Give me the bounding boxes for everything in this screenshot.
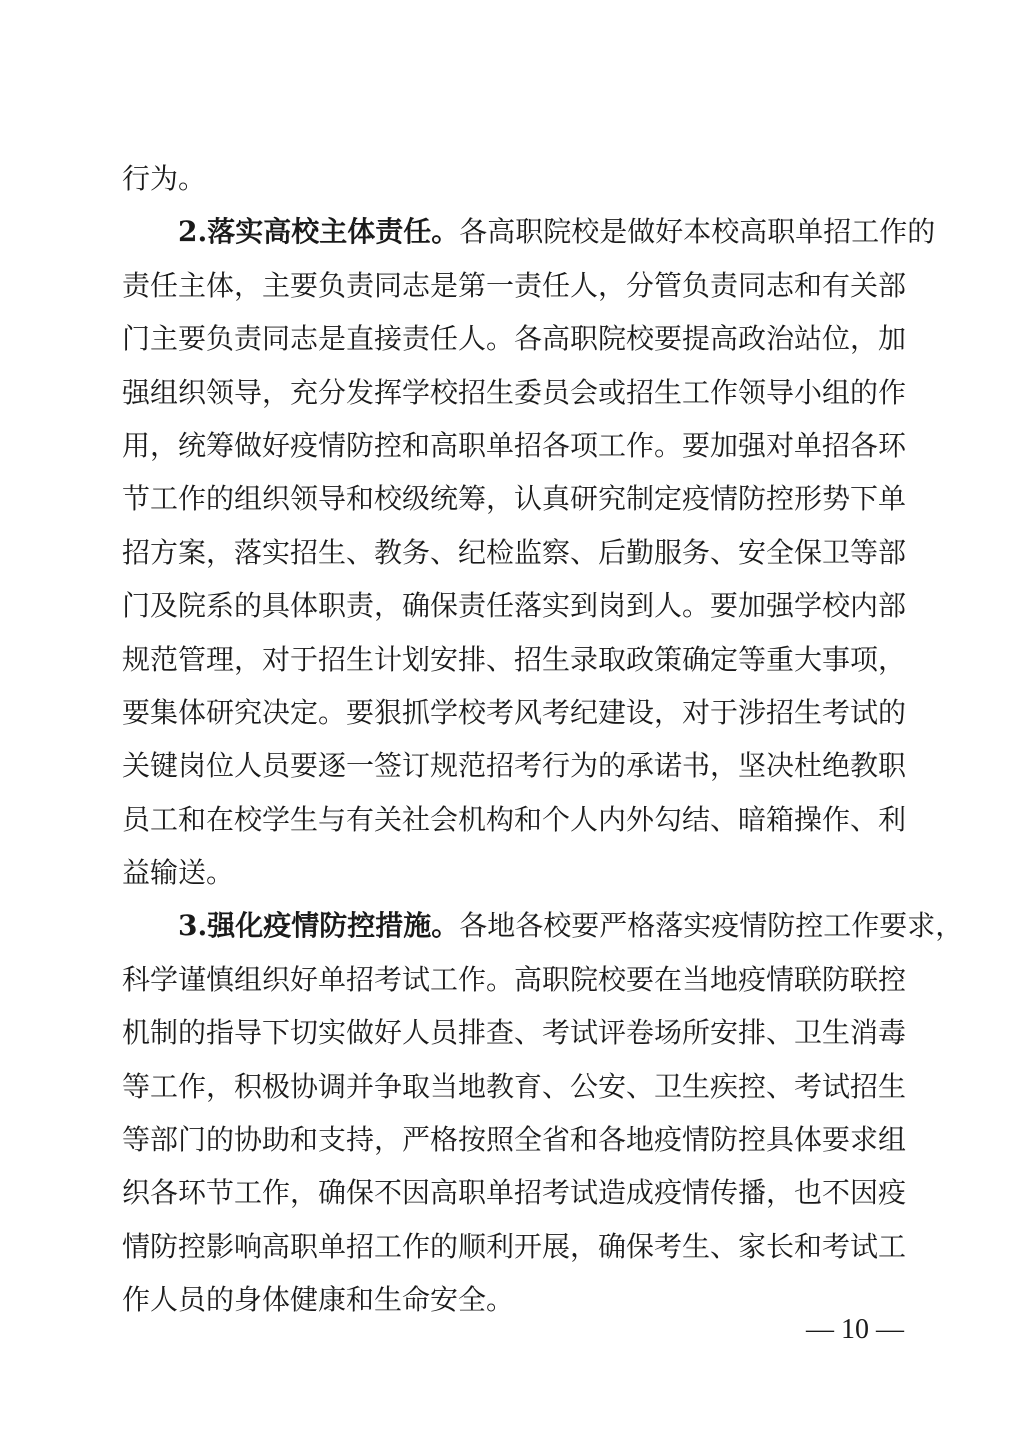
text-line (122, 1113, 906, 1166)
line-text: 责任主体，主要负责同志是第一责任人，分管负责同志和有关部 (122, 268, 907, 302)
text-line (122, 472, 906, 525)
text-line (122, 1060, 906, 1113)
line-text: 节工作的组织领导和校级统筹，认真研究制定疫情防控形势下单 (122, 482, 907, 516)
body-text (122, 152, 964, 1327)
text-line (122, 1006, 906, 1059)
page-number: — 10 — (806, 1314, 904, 1345)
line-text: 益输送。 (122, 856, 235, 890)
line-text: 员工和在校学生与有关社会机构和个人内外勾结、暗箱操作、利 (122, 802, 907, 836)
line-text: 织各环节工作，确保不因高职单招考试造成疫情传播，也不因疫 (122, 1176, 907, 1210)
section-heading: 2.落实高校主体责任。 (178, 215, 460, 249)
line-text: 各高职院校是做好本校高职单招工作的 (459, 215, 936, 249)
line-text: 强组织领导，充分发挥学校招生委员会或招生工作领导小组的作 (122, 375, 907, 409)
section-heading: 3.强化疫情防控措施。 (178, 909, 460, 943)
text-line (122, 259, 906, 312)
section-heading-line (122, 899, 964, 952)
text-line (122, 793, 906, 846)
text-line (122, 579, 906, 632)
line-text: 各地各校要严格落实疫情防控工作要求， (459, 909, 964, 943)
text-line (122, 1166, 906, 1219)
line-text: 科学谨慎组织好单招考试工作。高职院校要在当地疫情联防联控 (122, 962, 907, 996)
line-text: 用，统筹做好疫情防控和高职单招各项工作。要加强对单招各环 (122, 428, 907, 462)
line-text: 招方案，落实招生、教务、纪检监察、后勤服务、安全保卫等部 (122, 535, 907, 569)
line-text: 规范管理，对于招生计划安排、招生录取政策确定等重大事项， (122, 642, 907, 676)
line-text: 机制的指导下切实做好人员排查、考试评卷场所安排、卫生消毒 (122, 1016, 907, 1050)
line-text: 等部门的协助和支持，严格按照全省和各地疫情防控具体要求组 (122, 1123, 907, 1157)
text-line (122, 739, 906, 792)
text-line (122, 1273, 906, 1326)
section-heading-line (122, 205, 936, 258)
text-line (122, 633, 906, 686)
line-text: 等工作，积极协调并争取当地教育、公安、卫生疾控、考试招生 (122, 1069, 907, 1103)
text-line (122, 953, 906, 1006)
text-line (122, 846, 906, 899)
line-text: 要集体研究决定。要狠抓学校考风考纪建设，对于涉招生考试的 (122, 695, 907, 729)
text-line (122, 686, 906, 739)
text-line (122, 526, 906, 579)
text-line (122, 366, 906, 419)
line-text: 关键岗位人员要逐一签订规范招考行为的承诺书，坚决杜绝教职 (122, 749, 907, 783)
text-line (122, 312, 906, 365)
line-text: 门及院系的具体职责，确保责任落实到岗到人。要加强学校内部 (122, 589, 907, 623)
line-text: 情防控影响高职单招工作的顺利开展，确保考生、家长和考试工 (122, 1229, 907, 1263)
line-text: 作人员的身体健康和生命安全。 (122, 1283, 515, 1317)
text-line (122, 419, 906, 472)
line-text: 行为。 (122, 162, 207, 195)
line-text: 门主要负责同志是直接责任人。各高职院校要提高政治站位，加 (122, 322, 907, 356)
text-line (122, 1220, 906, 1273)
text-line (122, 152, 906, 205)
